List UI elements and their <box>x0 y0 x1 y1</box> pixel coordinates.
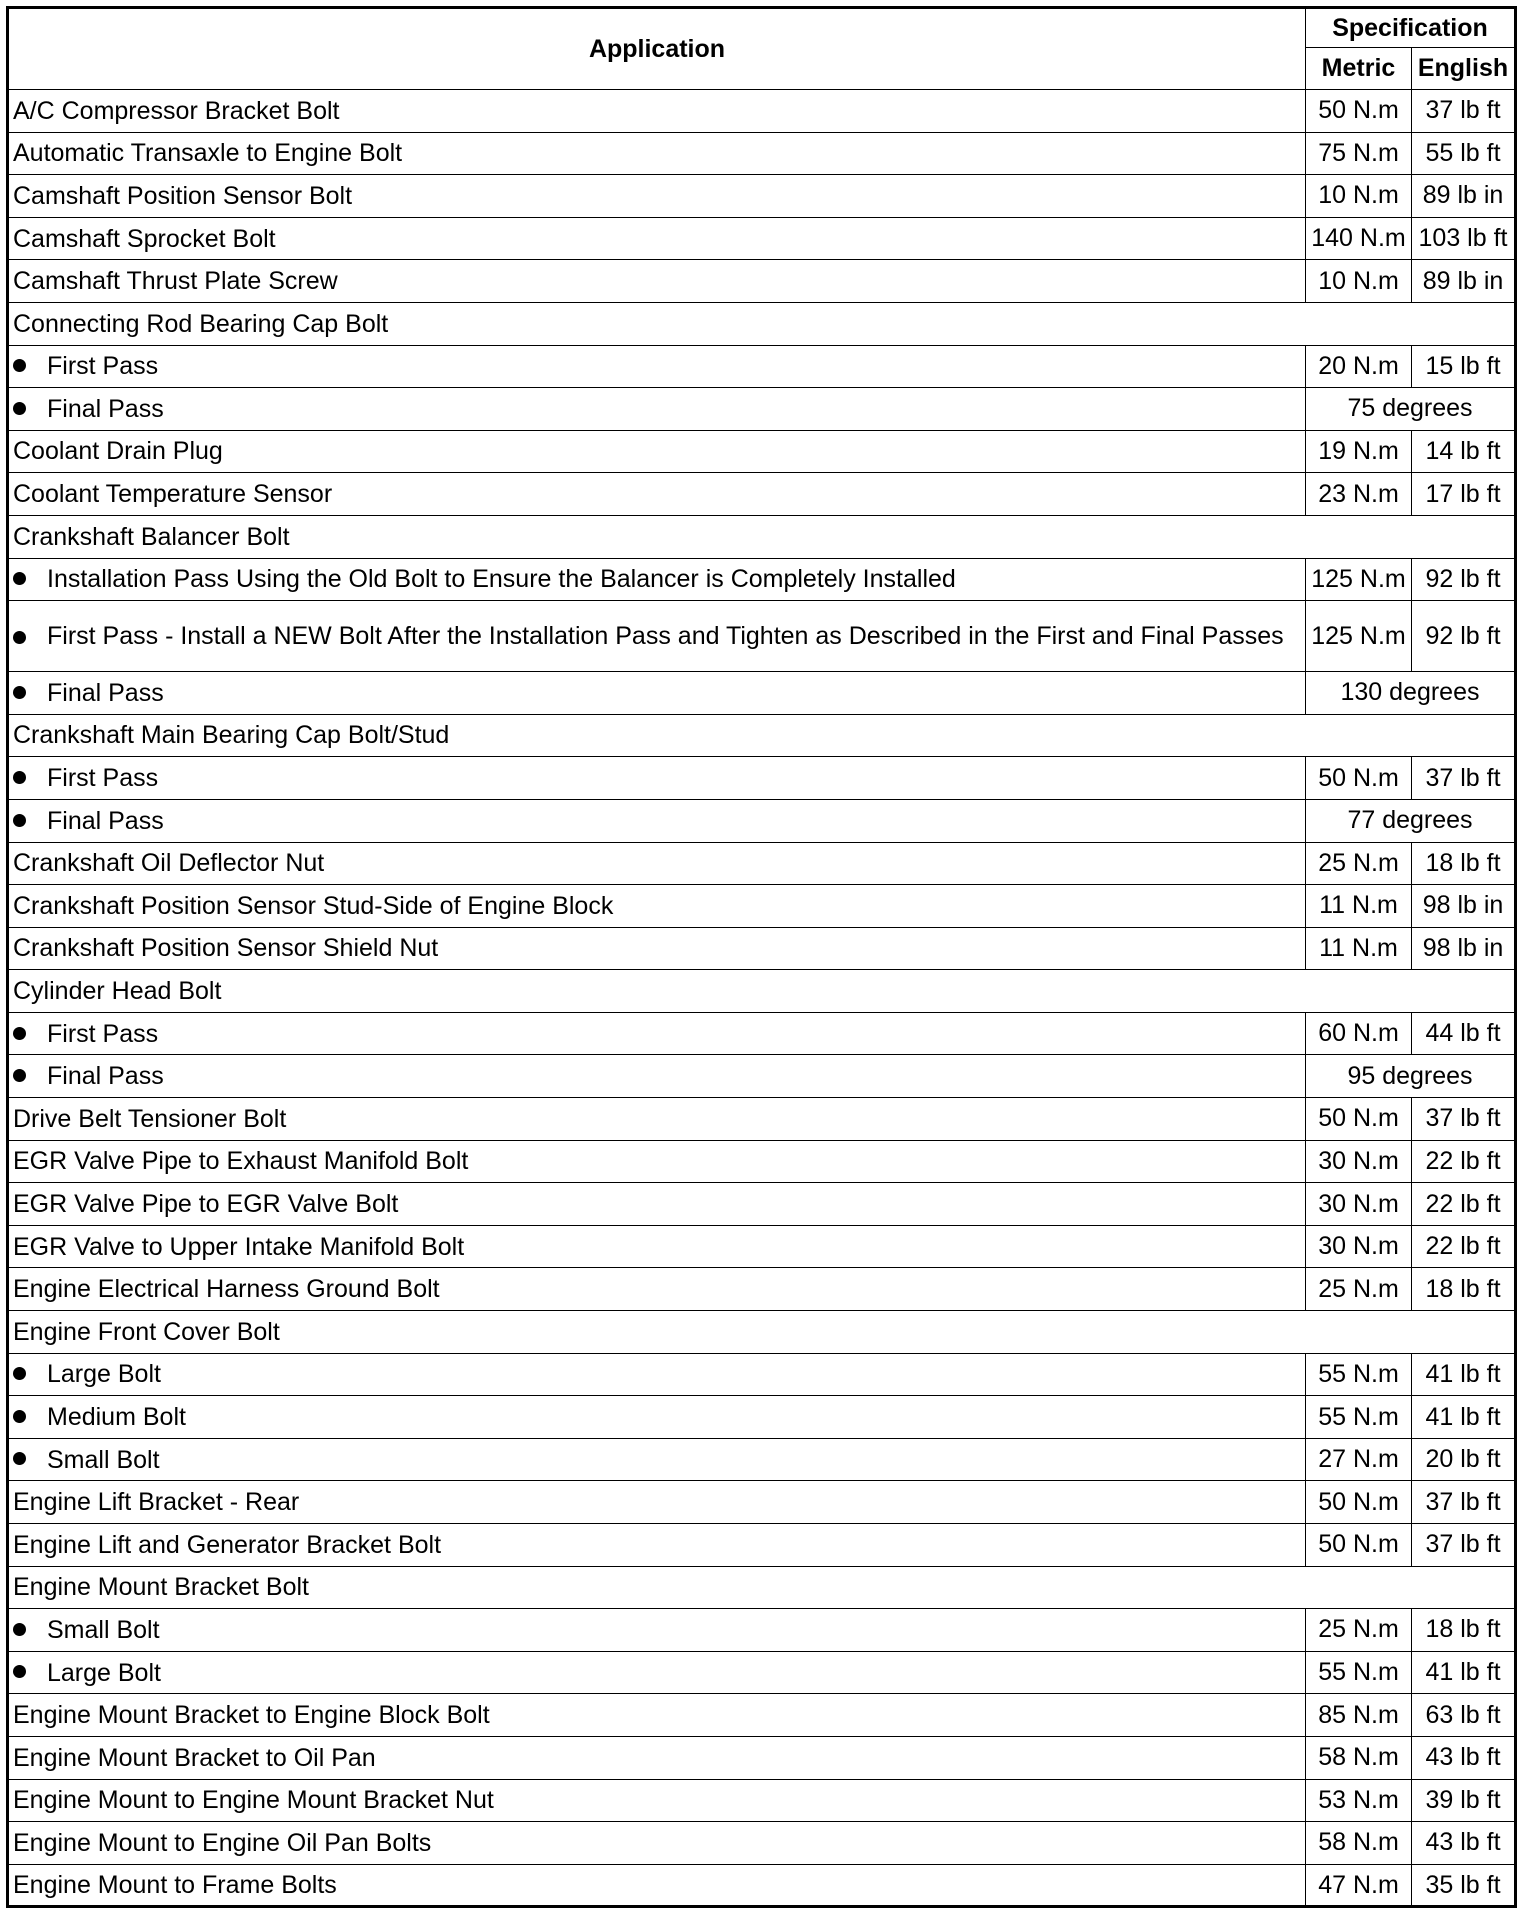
group-row <box>8 515 1516 558</box>
application-text: Engine Lift Bracket - Rear <box>13 1488 300 1517</box>
application-text: Camshaft Sprocket Bolt <box>13 224 276 253</box>
bullet-icon <box>13 1665 26 1678</box>
application-text-wrap <box>13 1829 431 1858</box>
english-value: 22 lb ft <box>1412 1183 1516 1226</box>
sub-step-row <box>8 757 1516 800</box>
application-cell <box>8 1183 1306 1226</box>
application-text-wrap <box>13 1190 398 1219</box>
angle-spec-value: 95 degrees <box>1306 1055 1516 1098</box>
application-cell <box>8 430 1306 473</box>
english-value: 41 lb ft <box>1412 1353 1516 1396</box>
metric-value: 27 N.m <box>1306 1438 1412 1481</box>
application-cell <box>8 175 1306 218</box>
application-header: Application <box>8 8 1306 90</box>
english-value: 89 lb in <box>1412 260 1516 303</box>
spec-row <box>8 175 1516 218</box>
group-application-cell <box>8 302 1516 345</box>
application-cell <box>8 885 1306 928</box>
application-cell <box>8 927 1306 970</box>
metric-value: 50 N.m <box>1306 1098 1412 1141</box>
application-cell <box>8 217 1306 260</box>
application-cell <box>8 1268 1306 1311</box>
application-text-wrap <box>13 1147 468 1176</box>
metric-value: 58 N.m <box>1306 1736 1412 1779</box>
english-value: 35 lb ft <box>1412 1864 1516 1907</box>
application-cell <box>8 260 1306 303</box>
application-text-wrap <box>13 1573 309 1602</box>
bullet-icon <box>13 686 26 699</box>
bullet-icon <box>13 814 26 827</box>
bullet-icon <box>13 359 26 372</box>
sub-step-row <box>8 388 1516 431</box>
application-text-wrap <box>13 1744 376 1773</box>
application-text: Small Bolt <box>47 1615 160 1644</box>
application-text-wrap <box>13 721 449 750</box>
application-text: Final Pass <box>47 1062 164 1091</box>
application-text-wrap <box>13 1871 337 1900</box>
metric-value: 11 N.m <box>1306 885 1412 928</box>
metric-value: 140 N.m <box>1306 217 1412 260</box>
spec-row <box>8 90 1516 133</box>
english-value: 22 lb ft <box>1412 1225 1516 1268</box>
application-text-wrap <box>13 1360 161 1389</box>
application-text-wrap <box>13 1659 161 1688</box>
group-row <box>8 302 1516 345</box>
spec-row <box>8 1225 1516 1268</box>
application-text: Crankshaft Oil Deflector Nut <box>13 849 325 878</box>
application-cell <box>8 1822 1306 1865</box>
application-cell <box>8 1098 1306 1141</box>
sub-step-row <box>8 799 1516 842</box>
metric-value: 30 N.m <box>1306 1140 1412 1183</box>
metric-value: 60 N.m <box>1306 1012 1412 1055</box>
english-value: 17 lb ft <box>1412 473 1516 516</box>
application-text-wrap <box>13 1275 440 1304</box>
sub-step-row <box>8 601 1516 672</box>
metric-value: 58 N.m <box>1306 1822 1412 1865</box>
angle-spec-value: 77 degrees <box>1306 799 1516 842</box>
application-text-wrap <box>13 395 164 424</box>
metric-value: 50 N.m <box>1306 90 1412 133</box>
sub-step-cell <box>8 558 1306 601</box>
application-text: Final Pass <box>47 806 164 835</box>
sub-step-cell <box>8 1396 1306 1439</box>
metric-value: 50 N.m <box>1306 1481 1412 1524</box>
application-text: Coolant Temperature Sensor <box>13 480 333 509</box>
sub-step-cell <box>8 601 1306 672</box>
sub-step-row <box>8 1651 1516 1694</box>
application-cell <box>8 842 1306 885</box>
group-row <box>8 970 1516 1013</box>
english-value: 20 lb ft <box>1412 1438 1516 1481</box>
angle-spec-value: 75 degrees <box>1306 388 1516 431</box>
spec-row <box>8 1524 1516 1567</box>
application-cell <box>8 1736 1306 1779</box>
metric-value: 50 N.m <box>1306 757 1412 800</box>
sub-step-cell <box>8 1438 1306 1481</box>
application-text-wrap <box>13 1701 490 1730</box>
sub-step-row <box>8 345 1516 388</box>
application-text-wrap <box>13 480 332 509</box>
application-text-wrap <box>13 807 164 836</box>
application-text-wrap <box>13 267 338 296</box>
spec-row <box>8 1268 1516 1311</box>
application-text: Connecting Rod Bearing Cap Bolt <box>13 309 389 338</box>
application-text-wrap <box>13 1062 164 1091</box>
application-text: Large Bolt <box>47 1360 161 1389</box>
application-text-wrap <box>13 523 290 552</box>
application-text-wrap <box>13 764 158 793</box>
spec-row <box>8 473 1516 516</box>
application-cell <box>8 1140 1306 1183</box>
spec-row <box>8 260 1516 303</box>
application-text-wrap <box>13 310 388 339</box>
application-text: Engine Mount Bracket Bolt <box>13 1573 309 1602</box>
metric-header: Metric <box>1306 48 1412 90</box>
application-cell <box>8 132 1306 175</box>
metric-value: 125 N.m <box>1306 558 1412 601</box>
sub-step-row <box>8 1396 1516 1439</box>
english-value: 55 lb ft <box>1412 132 1516 175</box>
application-text: EGR Valve to Upper Intake Manifold Bolt <box>13 1232 465 1261</box>
application-text-wrap <box>13 1616 160 1645</box>
application-text: Engine Mount to Engine Mount Bracket Nut <box>13 1786 494 1815</box>
application-cell <box>8 1225 1306 1268</box>
application-text-wrap <box>13 1531 441 1560</box>
application-cell <box>8 90 1306 133</box>
application-text-wrap <box>13 1020 158 1049</box>
application-text: Large Bolt <box>47 1658 161 1687</box>
english-value: 89 lb in <box>1412 175 1516 218</box>
spec-row <box>8 1140 1516 1183</box>
sub-step-cell <box>8 1609 1306 1652</box>
sub-step-cell <box>8 1651 1306 1694</box>
spec-row <box>8 1736 1516 1779</box>
metric-value: 25 N.m <box>1306 1268 1412 1311</box>
application-text-wrap <box>13 679 164 708</box>
application-cell <box>8 1694 1306 1737</box>
application-text: Medium Bolt <box>47 1402 186 1431</box>
sub-step-cell <box>8 345 1306 388</box>
application-cell <box>8 1864 1306 1907</box>
application-text-wrap <box>13 892 613 921</box>
application-text: First Pass - Install a NEW Bolt After the Installation Pass and Tighten as Described in the First and Final Passes <box>47 621 1284 650</box>
application-text-wrap <box>13 182 352 211</box>
application-text-wrap <box>13 1403 186 1432</box>
application-text: Camshaft Thrust Plate Screw <box>13 267 338 296</box>
bullet-icon <box>13 1410 26 1423</box>
spec-row <box>8 1481 1516 1524</box>
sub-step-cell <box>8 1055 1306 1098</box>
sub-step-row <box>8 1012 1516 1055</box>
sub-step-cell <box>8 1012 1306 1055</box>
angle-spec-value: 130 degrees <box>1306 672 1516 715</box>
application-text: Crankshaft Balancer Bolt <box>13 522 290 551</box>
sub-step-cell <box>8 672 1306 715</box>
spec-row <box>8 1822 1516 1865</box>
english-value: 37 lb ft <box>1412 90 1516 133</box>
english-value: 98 lb in <box>1412 927 1516 970</box>
group-application-cell <box>8 515 1516 558</box>
spec-row <box>8 927 1516 970</box>
bullet-icon <box>13 1069 26 1082</box>
torque-spec-table <box>6 6 1517 1908</box>
english-value: 43 lb ft <box>1412 1822 1516 1865</box>
sub-step-row <box>8 558 1516 601</box>
spec-row <box>8 132 1516 175</box>
group-application-cell <box>8 1311 1516 1354</box>
sub-step-row <box>8 1609 1516 1652</box>
sub-step-cell <box>8 799 1306 842</box>
metric-value: 23 N.m <box>1306 473 1412 516</box>
application-text-wrap <box>13 1786 494 1815</box>
application-text: Small Bolt <box>47 1445 160 1474</box>
application-text: First Pass <box>47 764 159 793</box>
metric-value: 55 N.m <box>1306 1651 1412 1694</box>
application-text-wrap <box>13 1446 160 1475</box>
spec-row <box>8 430 1516 473</box>
english-value: 103 lb ft <box>1412 217 1516 260</box>
application-text: Cylinder Head Bolt <box>13 977 222 1006</box>
english-value: 44 lb ft <box>1412 1012 1516 1055</box>
sub-step-row <box>8 672 1516 715</box>
spec-row <box>8 1694 1516 1737</box>
group-application-cell <box>8 714 1516 757</box>
application-text-wrap <box>13 1233 464 1262</box>
english-value: 37 lb ft <box>1412 1481 1516 1524</box>
sub-step-cell <box>8 388 1306 431</box>
english-value: 15 lb ft <box>1412 345 1516 388</box>
english-value: 14 lb ft <box>1412 430 1516 473</box>
application-text: Final Pass <box>47 678 164 707</box>
application-text-wrap <box>13 1318 280 1347</box>
english-value: 37 lb ft <box>1412 757 1516 800</box>
application-text: EGR Valve Pipe to Exhaust Manifold Bolt <box>13 1147 469 1176</box>
metric-value: 50 N.m <box>1306 1524 1412 1567</box>
application-text: Crankshaft Main Bearing Cap Bolt/Stud <box>13 721 450 750</box>
application-text: Engine Electrical Harness Ground Bolt <box>13 1275 440 1304</box>
application-text: A/C Compressor Bracket Bolt <box>13 96 340 125</box>
application-text: Engine Mount to Engine Oil Pan Bolts <box>13 1828 432 1857</box>
application-text: EGR Valve Pipe to EGR Valve Bolt <box>13 1189 399 1218</box>
metric-value: 11 N.m <box>1306 927 1412 970</box>
application-text-wrap <box>13 565 956 594</box>
application-text-wrap <box>13 934 438 963</box>
english-value: 92 lb ft <box>1412 601 1516 672</box>
metric-value: 10 N.m <box>1306 260 1412 303</box>
application-text: Camshaft Position Sensor Bolt <box>13 181 353 210</box>
english-header: English <box>1412 48 1516 90</box>
spec-row <box>8 885 1516 928</box>
english-value: 18 lb ft <box>1412 842 1516 885</box>
spec-row <box>8 842 1516 885</box>
application-text: Automatic Transaxle to Engine Bolt <box>13 139 403 168</box>
application-text-wrap <box>13 1105 286 1134</box>
metric-value: 30 N.m <box>1306 1183 1412 1226</box>
metric-value: 85 N.m <box>1306 1694 1412 1737</box>
metric-value: 55 N.m <box>1306 1396 1412 1439</box>
spec-row <box>8 1183 1516 1226</box>
application-text: Crankshaft Position Sensor Stud-Side of Engine Block <box>13 891 614 920</box>
group-application-cell <box>8 970 1516 1013</box>
specification-header: Specification <box>1306 8 1516 48</box>
english-value: 37 lb ft <box>1412 1098 1516 1141</box>
application-text: Engine Mount Bracket to Engine Block Bolt <box>13 1701 490 1730</box>
application-cell <box>8 1779 1306 1822</box>
bullet-icon <box>13 631 26 644</box>
application-text-wrap <box>13 977 221 1006</box>
metric-value: 47 N.m <box>1306 1864 1412 1907</box>
metric-value: 75 N.m <box>1306 132 1412 175</box>
bullet-icon <box>13 1367 26 1380</box>
application-text-wrap <box>13 622 1301 651</box>
application-text: Engine Mount to Frame Bolts <box>13 1870 337 1899</box>
application-text-wrap <box>13 849 324 878</box>
sub-step-row <box>8 1055 1516 1098</box>
metric-value: 53 N.m <box>1306 1779 1412 1822</box>
spec-row <box>8 217 1516 260</box>
application-text-wrap <box>13 437 223 466</box>
sub-step-row <box>8 1353 1516 1396</box>
spec-row <box>8 1779 1516 1822</box>
english-value: 37 lb ft <box>1412 1524 1516 1567</box>
metric-value: 125 N.m <box>1306 601 1412 672</box>
application-text: Coolant Drain Plug <box>13 437 223 466</box>
application-text-wrap <box>13 225 276 254</box>
application-text: Installation Pass Using the Old Bolt to Ensure the Balancer is Completely Installed <box>47 565 956 594</box>
english-value: 92 lb ft <box>1412 558 1516 601</box>
group-application-cell <box>8 1566 1516 1609</box>
english-value: 18 lb ft <box>1412 1609 1516 1652</box>
application-text: Engine Front Cover Bolt <box>13 1317 280 1346</box>
metric-value: 55 N.m <box>1306 1353 1412 1396</box>
application-text: Drive Belt Tensioner Bolt <box>13 1104 287 1133</box>
metric-value: 25 N.m <box>1306 1609 1412 1652</box>
spec-row <box>8 1864 1516 1907</box>
bullet-icon <box>13 402 26 415</box>
english-value: 98 lb in <box>1412 885 1516 928</box>
metric-value: 20 N.m <box>1306 345 1412 388</box>
application-text-wrap <box>13 1488 299 1517</box>
application-text-wrap <box>13 97 340 126</box>
bullet-icon <box>13 1452 26 1465</box>
english-value: 39 lb ft <box>1412 1779 1516 1822</box>
group-row <box>8 1311 1516 1354</box>
english-value: 18 lb ft <box>1412 1268 1516 1311</box>
application-text: First Pass <box>47 1019 159 1048</box>
english-value: 43 lb ft <box>1412 1736 1516 1779</box>
sub-step-cell <box>8 757 1306 800</box>
sub-step-row <box>8 1438 1516 1481</box>
application-cell <box>8 1481 1306 1524</box>
application-cell <box>8 1524 1306 1567</box>
metric-value: 25 N.m <box>1306 842 1412 885</box>
metric-value: 19 N.m <box>1306 430 1412 473</box>
group-row <box>8 714 1516 757</box>
application-text: First Pass <box>47 352 159 381</box>
group-row <box>8 1566 1516 1609</box>
application-text: Engine Mount Bracket to Oil Pan <box>13 1743 376 1772</box>
bullet-icon <box>13 771 26 784</box>
application-cell <box>8 473 1306 516</box>
bullet-icon <box>13 1027 26 1040</box>
sub-step-cell <box>8 1353 1306 1396</box>
application-text: Engine Lift and Generator Bracket Bolt <box>13 1530 442 1559</box>
spec-row <box>8 1098 1516 1141</box>
application-text-wrap <box>13 352 158 381</box>
english-value: 22 lb ft <box>1412 1140 1516 1183</box>
application-text-wrap <box>13 139 402 168</box>
metric-value: 30 N.m <box>1306 1225 1412 1268</box>
english-value: 41 lb ft <box>1412 1651 1516 1694</box>
bullet-icon <box>13 1623 26 1636</box>
english-value: 63 lb ft <box>1412 1694 1516 1737</box>
english-value: 41 lb ft <box>1412 1396 1516 1439</box>
application-text: Final Pass <box>47 394 164 423</box>
bullet-icon <box>13 572 26 585</box>
application-text: Crankshaft Position Sensor Shield Nut <box>13 934 439 963</box>
spec-table-body <box>8 90 1516 1907</box>
metric-value: 10 N.m <box>1306 175 1412 218</box>
header-row-1 <box>8 8 1516 48</box>
